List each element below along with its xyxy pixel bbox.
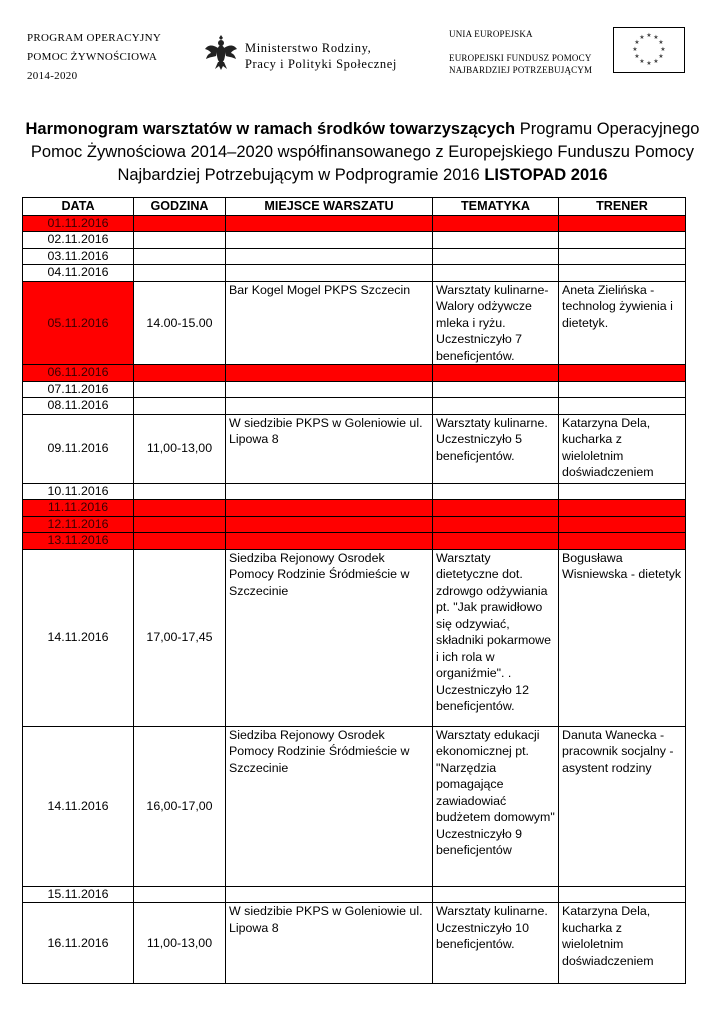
program-line: POMOC ŻYWNOŚCIOWA — [27, 51, 158, 63]
place-cell — [226, 500, 433, 517]
place-cell — [226, 516, 433, 533]
table-row — [23, 903, 686, 984]
date-cell: 09.11.2016 — [23, 414, 134, 483]
trainer-cell — [559, 483, 686, 500]
trainer-cell — [559, 500, 686, 517]
table-row-holiday — [23, 500, 686, 517]
place-cell: W siedzibie PKPS w Goleniowie ul. Lipowa 8 — [226, 903, 433, 984]
time-cell — [134, 265, 226, 282]
time-cell: 11,00-13,00 — [134, 903, 226, 984]
date-cell: 11.11.2016 — [23, 500, 134, 517]
svg-text:★: ★ — [660, 46, 666, 53]
table-row — [23, 281, 686, 365]
trainer-cell — [559, 232, 686, 249]
date-cell: 01.11.2016 — [23, 215, 134, 232]
topic-cell — [433, 215, 559, 232]
svg-text:★: ★ — [634, 53, 640, 60]
table-row — [23, 726, 686, 886]
topic-cell — [433, 886, 559, 903]
table-row — [23, 265, 686, 282]
table-row — [23, 248, 686, 265]
svg-text:★: ★ — [634, 39, 640, 46]
eu-fund-text — [449, 28, 592, 76]
eu-fund-line: EUROPEJSKI FUNDUSZ POMOCY — [449, 53, 592, 63]
place-cell: Siedziba Rejonowy Osrodek Pomocy Rodzinie Śródmieście w Szczecinie — [226, 549, 433, 726]
trainer-cell — [559, 516, 686, 533]
topic-cell: Warsztaty kulinarne. Uczestniczyło 10 beneficjentów. — [433, 903, 559, 984]
date-cell: 05.11.2016 — [23, 281, 134, 365]
topic-cell — [433, 381, 559, 398]
place-cell: Bar Kogel Mogel PKPS Szczecin — [226, 281, 433, 365]
time-cell: 17,00-17,45 — [134, 549, 226, 726]
trainer-cell — [559, 533, 686, 550]
svg-text:★: ★ — [632, 46, 638, 53]
topic-cell — [433, 516, 559, 533]
table-row — [23, 381, 686, 398]
svg-text:★: ★ — [653, 34, 659, 41]
trainer-cell: Katarzyna Dela, kucharka z wieloletnim doświadczeniem — [559, 903, 686, 984]
topic-cell — [433, 398, 559, 415]
trainer-cell — [559, 215, 686, 232]
program-line: 2014-2020 — [27, 70, 78, 82]
topic-cell: Warsztaty kulinarne- Walory odżywcze mleka i ryżu. Uczestniczyło 7 beneficjentów. — [433, 281, 559, 365]
svg-text:★: ★ — [653, 58, 659, 65]
place-cell — [226, 381, 433, 398]
place-cell: W siedzibie PKPS w Goleniowie ul. Lipowa 8 — [226, 414, 433, 483]
topic-cell — [433, 500, 559, 517]
table-row-holiday — [23, 516, 686, 533]
place-cell: Siedziba Rejonowy Osrodek Pomocy Rodzinie Śródmieście w Szczecinie — [226, 726, 433, 886]
time-cell — [134, 516, 226, 533]
trainer-cell — [559, 398, 686, 415]
topic-cell — [433, 265, 559, 282]
polish-eagle-icon — [203, 32, 239, 72]
topic-cell — [433, 533, 559, 550]
svg-text:★: ★ — [646, 32, 652, 39]
time-cell: 11,00-13,00 — [134, 414, 226, 483]
time-cell — [134, 365, 226, 382]
program-logo-text — [27, 29, 161, 86]
place-cell — [226, 265, 433, 282]
header-date: DATA — [23, 198, 134, 216]
table-row — [23, 414, 686, 483]
place-cell — [226, 483, 433, 500]
topic-cell: Warsztaty dietetyczne dot. zdrowgo odżywiania pt. "Jak prawidłowo się odzywiać, składniki pokarmowe i ich rola w organiźmie". . Uczestniczyło 12 beneficjentów. — [433, 549, 559, 726]
title-bold-part: Harmonogram warsztatów w ramach środków towarzyszących — [25, 120, 516, 138]
date-cell: 07.11.2016 — [23, 381, 134, 398]
table-row — [23, 398, 686, 415]
date-cell: 13.11.2016 — [23, 533, 134, 550]
trainer-cell — [559, 381, 686, 398]
date-cell: 03.11.2016 — [23, 248, 134, 265]
date-cell: 14.11.2016 — [23, 726, 134, 886]
topic-cell — [433, 248, 559, 265]
table-row-holiday — [23, 533, 686, 550]
header-trainer: TRENER — [559, 198, 686, 216]
table-row-holiday — [23, 215, 686, 232]
table-row — [23, 549, 686, 726]
time-cell — [134, 232, 226, 249]
time-cell: 14.00-15.00 — [134, 281, 226, 365]
topic-cell: Warsztaty kulinarne. Uczestniczyło 5 beneficjentów. — [433, 414, 559, 483]
place-cell — [226, 215, 433, 232]
place-cell — [226, 365, 433, 382]
ministry-line: Ministerstwo Rodziny, — [245, 41, 372, 55]
ministry-name — [245, 40, 397, 72]
time-cell — [134, 483, 226, 500]
place-cell — [226, 248, 433, 265]
date-cell: 14.11.2016 — [23, 549, 134, 726]
date-cell: 15.11.2016 — [23, 886, 134, 903]
trainer-cell: Aneta Zielińska - technolog żywienia i dietetyk. — [559, 281, 686, 365]
trainer-cell: Katarzyna Dela, kucharka z wieloletnim doświadczeniem — [559, 414, 686, 483]
svg-text:★: ★ — [639, 58, 645, 65]
place-cell — [226, 398, 433, 415]
eu-flag-icon — [613, 27, 685, 73]
date-cell: 08.11.2016 — [23, 398, 134, 415]
eu-union-label: UNIA EUROPEJSKA — [449, 29, 533, 39]
table-header-row — [23, 198, 686, 216]
time-cell — [134, 533, 226, 550]
place-cell — [226, 533, 433, 550]
svg-text:★: ★ — [658, 53, 664, 60]
trainer-cell — [559, 886, 686, 903]
title-normal-part: Programu Operacyjnego Pomoc Żywnościowa 2014–2020 współfinansowanego z Europejskiego Funduszu Pomocy Najbardziej Potrzebującym w Podprogramie 2016 — [30, 120, 700, 184]
time-cell — [134, 886, 226, 903]
topic-cell — [433, 483, 559, 500]
header-time: GODZINA — [134, 198, 226, 216]
program-line: PROGRAM OPERACYJNY — [27, 32, 162, 44]
time-cell: 16,00-17,00 — [134, 726, 226, 886]
time-cell — [134, 500, 226, 517]
date-cell: 02.11.2016 — [23, 232, 134, 249]
time-cell — [134, 215, 226, 232]
date-cell: 04.11.2016 — [23, 265, 134, 282]
topic-cell — [433, 232, 559, 249]
place-cell — [226, 886, 433, 903]
title-month: LISTOPAD 2016 — [484, 166, 608, 184]
eu-fund-line: NAJBARDZIEJ POTRZEBUJĄCYM — [449, 65, 593, 75]
table-row — [23, 483, 686, 500]
trainer-cell: Danuta Wanecka - pracownik socjalny - asystent rodziny — [559, 726, 686, 886]
date-cell: 12.11.2016 — [23, 516, 134, 533]
header-place: MIEJSCE WARSZATU — [226, 198, 433, 216]
table-row — [23, 886, 686, 903]
time-cell — [134, 398, 226, 415]
svg-text:★: ★ — [658, 39, 664, 46]
trainer-cell — [559, 365, 686, 382]
date-cell: 16.11.2016 — [23, 903, 134, 984]
time-cell — [134, 248, 226, 265]
svg-text:★: ★ — [646, 60, 652, 67]
document-title — [20, 118, 705, 187]
svg-text:★: ★ — [639, 34, 645, 41]
time-cell — [134, 381, 226, 398]
date-cell: 06.11.2016 — [23, 365, 134, 382]
table-row-holiday — [23, 365, 686, 382]
workshop-schedule-table — [22, 197, 686, 984]
table-row — [23, 232, 686, 249]
place-cell — [226, 232, 433, 249]
date-cell: 10.11.2016 — [23, 483, 134, 500]
trainer-cell — [559, 265, 686, 282]
ministry-line: Pracy i Polityki Społecznej — [245, 57, 397, 71]
topic-cell — [433, 365, 559, 382]
trainer-cell: Bogusława Wisniewska - dietetyk — [559, 549, 686, 726]
trainer-cell — [559, 248, 686, 265]
topic-cell: Warsztaty edukacji ekonomicznej pt. "Narzędzia pomagające zawiadowiać budżetem domowym" Uczestniczyło 9 beneficjentów — [433, 726, 559, 886]
header-topic: TEMATYKA — [433, 198, 559, 216]
